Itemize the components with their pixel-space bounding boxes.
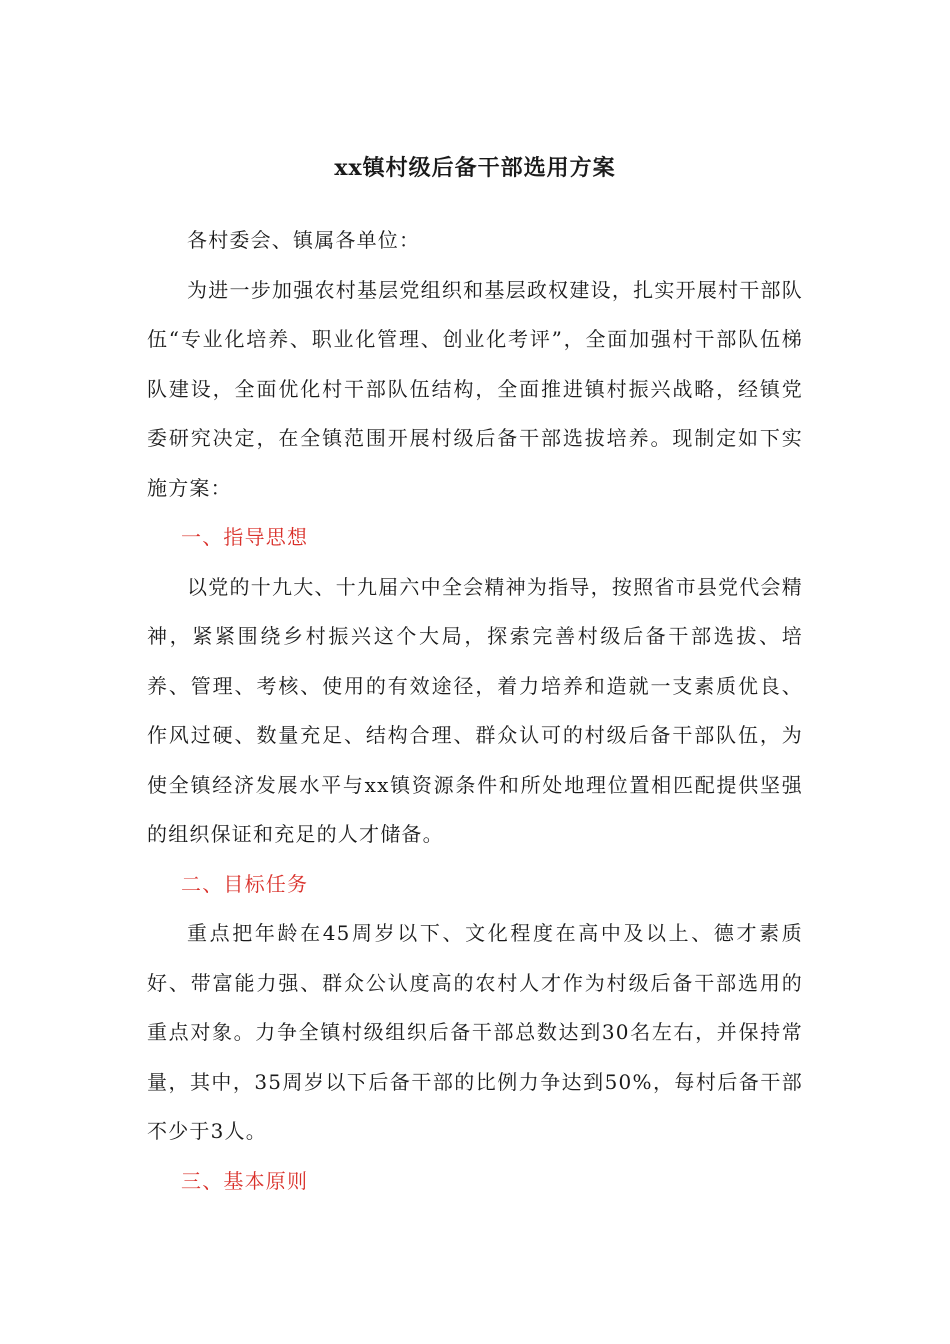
section-heading-goals: 二、目标任务 [181, 871, 309, 896]
section-text-goals: 重点把年龄在45周岁以下、文化程度在高中及以上、德才素质好、带富能力强、群众公认度高的农村人才作为村级后备干部选用的重点对象。力争全镇村级组织后备干部总数达到30名左右，并保持常量，其中，35周岁以下后备干部的比例力争达到50%，每村后备干部不少于3人。 [147, 921, 803, 1143]
intro-paragraph: 为进一步加强农村基层党组织和基层政权建设，扎实开展村干部队伍“专业化培养、职业化管理、创业化考评”，全面加强村干部队伍梯队建设，全面优化村干部队伍结构，全面推进镇村振兴战略，经镇党委研究决定，在全镇范围开展村级后备干部选拔培养。现制定如下实施方案： [147, 277, 803, 500]
section-text-guiding-ideology: 以党的十九大、十九届六中全会精神为指导，按照省市县党代会精神，紧紧围绕乡村振兴这个大局，探索完善村级后备干部选拔、培养、管理、考核、使用的有效途径，着力培养和造就一支素质优良、作风过硬、数量充足、结构合理、群众认可的村级后备干部队伍，为使全镇经济发展水平与xx镇资源条件和所处地理位置相匹配提供坚强的组织保证和充足的人才储备。 [147, 574, 803, 846]
section-heading-principles: 三、基本原则 [181, 1168, 309, 1193]
document-body [147, 216, 803, 1206]
document-title: xx镇村级后备干部选用方案 [334, 155, 616, 181]
salutation: 各村委会、镇属各单位： [187, 228, 421, 252]
section-heading-guiding-ideology: 一、指导思想 [181, 525, 309, 549]
